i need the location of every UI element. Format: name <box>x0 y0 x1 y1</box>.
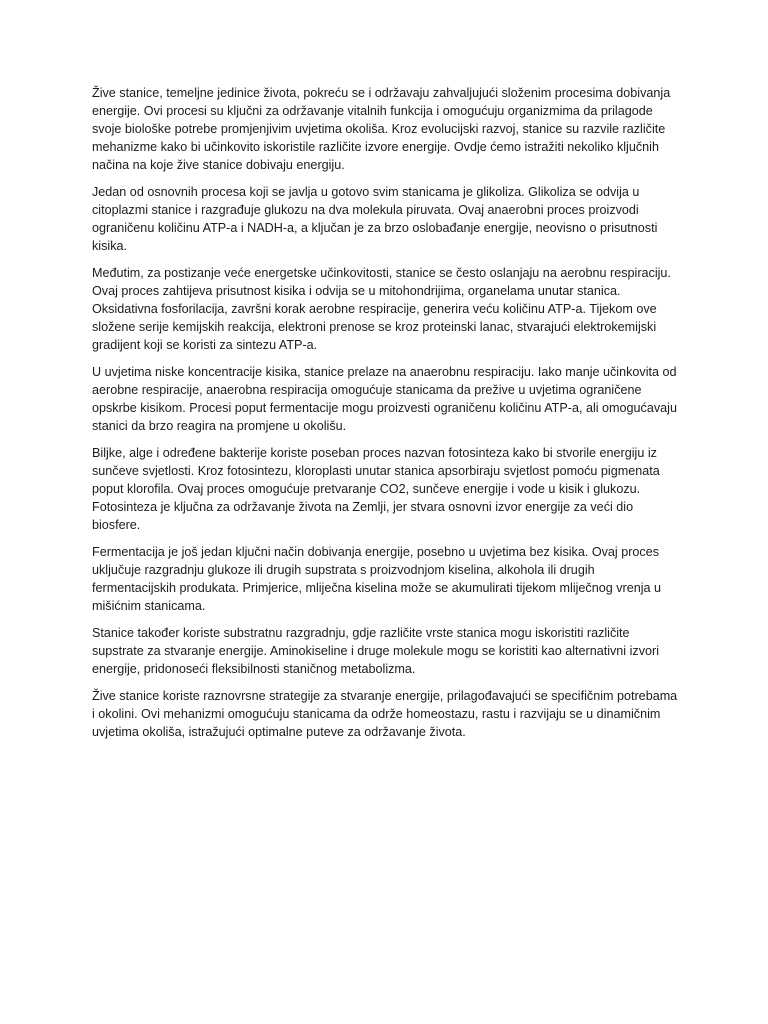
paragraph-substrate-breakdown: Stanice također koriste substratnu razgradnju, gdje različite vrste stanica mogu iskoristiti različite supstrate za stvaranje energije. Aminokiseline i druge molekule mogu se koristiti kao alternativni izvori energije, pridonoseći fleksibilnosti staničnog metabolizma. <box>92 626 659 676</box>
paragraph-photosynthesis: Biljke, alge i određene bakterije koriste poseban proces nazvan fotosinteza kako bi stvorile energiju iz sunčeve svjetlosti. Kroz fotosintezu, kloroplasti unutar stanica apsorbiraju svjetlost pomoću pigmenata poput klorofila. Ovaj proces omogućuje pretvaranje CO2, sunčeve energije i vode u kisik i glukozu. Fotosinteza je ključna za održavanje života na Zemlji, jer stvara osnovni izvor energije za veći dio biosfere. <box>92 446 660 532</box>
paragraph-glycolysis: Jedan od osnovnih procesa koji se javlja u gotovo svim stanicama je glikoliza. Glikoliza se odvija u citoplazmi stanice i razgrađuje glukozu na dva molekula piruvata. Ovaj anaerobni proces proizvodi ograničenu količinu ATP-a i NADH-a, a ključan je za brzo oslobađanje energije, neovisno o prisutnosti kisika. <box>92 185 658 253</box>
paragraph-fermentation: Fermentacija je još jedan ključni način dobivanja energije, posebno u uvjetima bez kisika. Ovaj proces uključuje razgradnju glukoze ili drugih supstrata s proizvodnjom kiselina, alkohola ili drugih fermentacijskih produkata. Primjerice, mliječna kiselina može se akumulirati tijekom mliječnog vrenja u mišićnim stanicama. <box>92 545 662 613</box>
paragraph-anaerobic-respiration: U uvjetima niske koncentracije kisika, stanice prelaze na anaerobnu respiraciju. Iako manje učinkovita od aerobne respiracije, anaerobna respiracija omogućuje stanicama da prežive u uvjetima ograničene opskrbe kisikom. Procesi poput fermentacije mogu proizvesti ograničenu količinu ATP-a, ali omogućavaju stanici da brzo reagira na promjene u okolišu. <box>92 365 677 433</box>
document-page <box>92 84 682 750</box>
paragraph-conclusion: Žive stanice koriste raznovrsne strategije za stvaranje energije, prilagođavajući se specifičnim potrebama i okolini. Ovi mehanizmi omogućuju stanicama da održe homeostazu, rastu i razvijaju se u dinamičnim uvjetima okoliša, istražujući optimalne puteve za održavanje života. <box>92 689 678 739</box>
paragraph-intro: Žive stanice, temeljne jedinice života, pokreću se i održavaju zahvaljujući složenim procesima dobivanja energije. Ovi procesi su ključni za održavanje vitalnih funkcija i omogućuju organizmima da prilagode svoje biološke potrebe promjenjivim uvjetima okoliša. Kroz evolucijski razvoj, stanice su razvile različite mehanizme kako bi učinkovito iskoristile različite izvore energije. Ovdje ćemo istražiti nekoliko ključnih načina na koje žive stanice dobivaju energiju. <box>92 86 671 172</box>
paragraph-aerobic-respiration: Međutim, za postizanje veće energetske učinkovitosti, stanice se često oslanjaju na aerobnu respiraciju. Ovaj proces zahtijeva prisutnost kisika i odvija se u mitohondrijima, organelama unutar stanica. Oksidativna fosforilacija, završni korak aerobne respiracije, generira veću količinu ATP-a. Tijekom ove složene serije kemijskih reakcija, elektroni prenose se kroz proteinski lanac, stvarajući elektrokemijski gradijent koji se koristi za sintezu ATP-a. <box>92 266 671 352</box>
